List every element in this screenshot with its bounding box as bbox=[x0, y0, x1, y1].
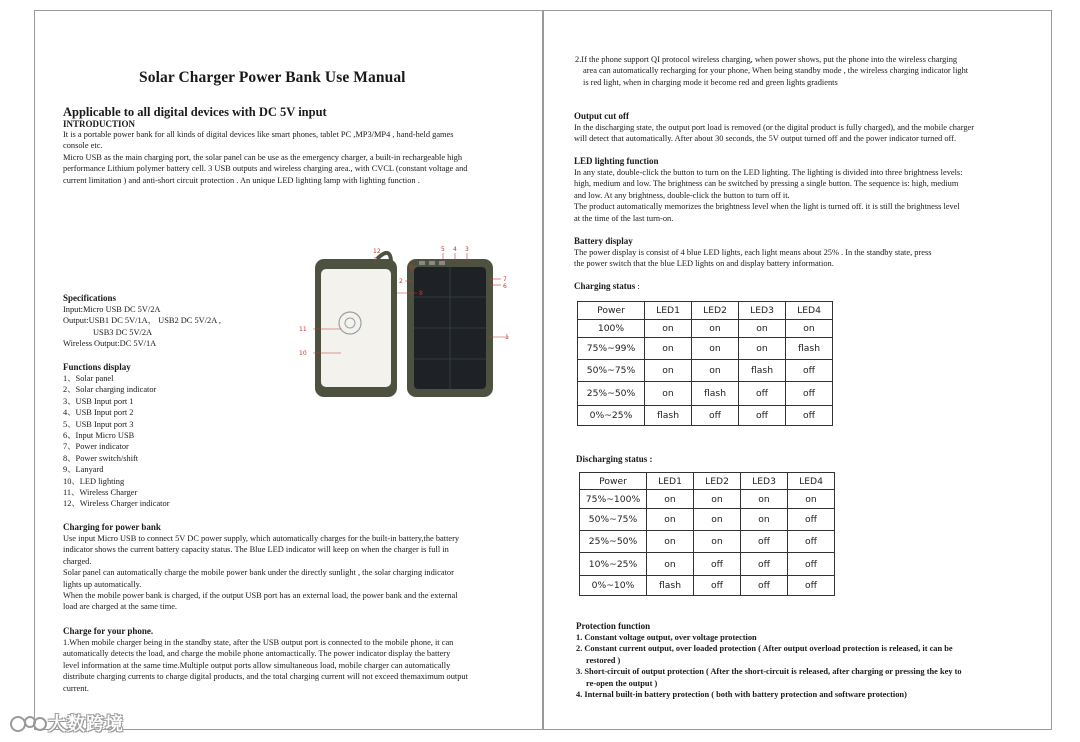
table-cell: 50%~75% bbox=[580, 509, 647, 531]
left-manual-page bbox=[34, 10, 543, 730]
output-cutoff-line: In the discharging state, the output port load is removed (or the digital product is fully charged), and the mobile charger bbox=[574, 123, 975, 132]
function-item: 3、USB Input port 1 bbox=[63, 396, 134, 406]
table-cell: on bbox=[647, 553, 694, 576]
table-cell: 75%~99% bbox=[578, 338, 645, 360]
table-cell: off bbox=[741, 553, 788, 576]
wireless-line: is red light, when in charging mode it become red and green lights gradients bbox=[583, 77, 838, 87]
protection-list bbox=[576, 632, 1036, 700]
charging-bank-text bbox=[63, 533, 533, 613]
usb-port-3 bbox=[439, 261, 445, 265]
led-line: In any state, double-click the button to turn on the LED lighting. The lighting is divided into three brightness levels: bbox=[574, 168, 963, 177]
table-cell: off bbox=[788, 509, 835, 531]
table-cell: off bbox=[694, 553, 741, 576]
table-cell: off bbox=[694, 576, 741, 596]
callout-4: 4 bbox=[453, 246, 457, 253]
charging-bank-line: Solar panel can automatically charge the mobile power bank under the directly sunlight , the solar charging indicator bbox=[63, 568, 454, 578]
intro-line: console etc. bbox=[63, 141, 103, 151]
function-item: 9、Lanyard bbox=[63, 465, 104, 475]
header-cell: LED3 bbox=[739, 302, 786, 320]
charging-bank-line: When the mobile power bank is charged, if the output USB port has an external load, the power bank and the external bbox=[63, 591, 458, 601]
table-row bbox=[580, 509, 835, 531]
charge-phone-heading: Charge for your phone. bbox=[63, 626, 154, 636]
table-cell: 25%~50% bbox=[580, 531, 647, 553]
table-cell: on bbox=[692, 338, 739, 360]
output-cutoff-heading: Output cut off bbox=[574, 111, 630, 121]
function-item: 12、Wireless Charger indicator bbox=[63, 499, 170, 509]
table-cell: on bbox=[645, 382, 692, 406]
intro-text bbox=[63, 129, 533, 186]
header-cell: Power bbox=[578, 302, 645, 320]
battery-text bbox=[574, 247, 1049, 270]
battery-heading: Battery display bbox=[574, 236, 633, 246]
charging-status-colon: : bbox=[635, 282, 640, 291]
charging-bank-line: lights up automatically. bbox=[63, 579, 142, 589]
function-item: 2、Solar charging indicator bbox=[63, 385, 157, 395]
table-row bbox=[580, 531, 835, 553]
table-cell: 0%~25% bbox=[578, 406, 645, 426]
intro-line: It is a portable power bank for all kinds of digital devices like smart phones, tablet PC ,MP3/MP4 , hand-held games bbox=[63, 130, 454, 139]
table-row bbox=[580, 553, 835, 576]
charge-phone-text bbox=[63, 637, 538, 694]
wireless-text bbox=[575, 54, 1045, 88]
table-row bbox=[580, 490, 835, 509]
table-header-row bbox=[580, 473, 835, 490]
charging-bank-line: Use input Micro USB to connect 5V DC power supply, which automatically charges for the built-in battery,the battery bbox=[63, 534, 460, 543]
manual-title: Solar Charger Power Bank Use Manual bbox=[139, 69, 406, 86]
header-cell: LED4 bbox=[786, 302, 833, 320]
usb-port-1 bbox=[419, 261, 425, 265]
specs-text bbox=[63, 304, 293, 350]
table-cell: on bbox=[647, 531, 694, 553]
callout-9: 9 bbox=[409, 264, 413, 271]
callout-1: 1 bbox=[505, 334, 509, 341]
table-cell: off bbox=[741, 531, 788, 553]
protection-item: 2. Constant current output, over loaded protection ( After output overload protection is released, it can be bbox=[576, 644, 953, 654]
protection-item: 4. Internal built-in battery protection ( both with battery protection and software protection) bbox=[576, 690, 907, 700]
wireless-line: area can automatically recharging for your phone, When being standby mode , the wireless charging indicator light bbox=[583, 66, 969, 76]
function-item: 4、USB Input port 2 bbox=[63, 408, 134, 418]
functions-heading: Functions display bbox=[63, 362, 131, 372]
intro-line: current limitation ) and anti-short circuit protection . An unique LED lighting lamp with lighting function . bbox=[63, 175, 420, 185]
table-cell: flash bbox=[786, 338, 833, 360]
function-item: 8、Power switch/shift bbox=[63, 453, 139, 463]
charge-phone-line: distribute charging currents to charge digital products, and the total charging current will not exceed themaximum output bbox=[63, 672, 468, 682]
table-row bbox=[580, 576, 835, 596]
watermark-text: 大数跨境 bbox=[48, 714, 124, 735]
header-cell: LED3 bbox=[741, 473, 788, 490]
led-heading: LED lighting function bbox=[574, 156, 659, 166]
header-cell: LED1 bbox=[645, 302, 692, 320]
table-cell: 50%~75% bbox=[578, 360, 645, 382]
callout-5: 5 bbox=[441, 246, 445, 253]
callout-11: 11 bbox=[299, 326, 307, 333]
header-cell: LED4 bbox=[788, 473, 835, 490]
discharging-status-table bbox=[579, 472, 835, 596]
table-cell: on bbox=[692, 320, 739, 338]
discharging-status-label: Discharging status : bbox=[576, 454, 653, 464]
subtitle: Applicable to all digital devices with DC 5V input bbox=[63, 105, 327, 119]
charge-phone-line: level information at the same time.Multiple output ports allow simultaneous load, mobile charger can automatically bbox=[63, 660, 451, 670]
table-cell: on bbox=[645, 338, 692, 360]
table-row bbox=[578, 320, 833, 338]
charge-phone-line: 1.When mobile charger being in the standby state, after the USB output port is connected to the mobile phone, it can bbox=[63, 638, 454, 647]
product-diagram bbox=[293, 241, 513, 411]
function-item: 6、Input Micro USB bbox=[63, 431, 135, 441]
protection-item: 1. Constant voltage output, over voltage protection bbox=[576, 633, 757, 642]
spec-line: Wireless Output:DC 5V/1A bbox=[63, 339, 157, 349]
callout-3: 3 bbox=[465, 246, 469, 253]
output-cutoff-line: will detect that automatically. After about 30 seconds, the 5V output turned off and the power indicator turned off. bbox=[574, 134, 957, 144]
table-cell: off bbox=[786, 406, 833, 426]
function-item: 1、Solar panel bbox=[63, 374, 114, 383]
table-cell: on bbox=[739, 338, 786, 360]
header-cell: LED2 bbox=[694, 473, 741, 490]
wireless-line: 2.If the phone support QI protocol wireless charging, when power shows, put the phone into the wireless charging bbox=[575, 55, 958, 64]
led-text bbox=[574, 167, 1049, 224]
table-cell: off bbox=[786, 360, 833, 382]
callout-10: 10 bbox=[299, 350, 307, 357]
table-cell: on bbox=[741, 509, 788, 531]
led-line: at the time of the last turn-on. bbox=[574, 213, 674, 223]
table-cell: flash bbox=[645, 406, 692, 426]
table-cell: off bbox=[788, 576, 835, 596]
functions-list bbox=[63, 373, 263, 510]
table-cell: flash bbox=[692, 382, 739, 406]
table-cell: on bbox=[786, 320, 833, 338]
charge-phone-line: automatically detects the load, and charge the mobile phone antomactically. The power indicator display the battery bbox=[63, 649, 451, 659]
callout-7: 7 bbox=[503, 276, 507, 283]
table-cell: on bbox=[647, 490, 694, 509]
charge-phone-line: current. bbox=[63, 683, 89, 693]
function-item: 7、Power indicator bbox=[63, 442, 129, 452]
table-cell: off bbox=[786, 382, 833, 406]
protection-item: 3. Short-circuit of output protection ( After the short-circuit is released, after charging or pressing the key to bbox=[576, 667, 962, 677]
table-cell: on bbox=[739, 320, 786, 338]
spec-line: USB3 DC 5V/2A bbox=[93, 327, 153, 337]
table-cell: off bbox=[739, 382, 786, 406]
output-cutoff-text bbox=[574, 122, 1049, 145]
charging-bank-line: indicator shows the current battery capacity status. The Blue LED indicator will keep on when the charger is full in bbox=[63, 545, 449, 555]
battery-line: The power display is consist of 4 blue LED lights, each light means about 25% . In the standby state, press bbox=[574, 248, 932, 257]
led-line: high, medium and low. The brightness can be switched by pressing a single button. The sequence is: high, medium bbox=[574, 179, 959, 189]
table-cell: 10%~25% bbox=[580, 553, 647, 576]
protection-item: restored ) bbox=[586, 655, 621, 665]
function-item: 5、USB Input port 3 bbox=[63, 419, 134, 429]
callout-6: 6 bbox=[503, 283, 507, 290]
table-cell: 100% bbox=[578, 320, 645, 338]
table-cell: off bbox=[788, 531, 835, 553]
protection-item: re-open the output ) bbox=[586, 678, 658, 688]
charging-status-label: Charging status bbox=[574, 281, 636, 291]
table-cell: off bbox=[692, 406, 739, 426]
led-line: The product automatically memorizes the brightness level when the light is turned off. it is still the brightness level bbox=[574, 202, 960, 212]
table-row bbox=[578, 338, 833, 360]
function-item: 11、Wireless Charger bbox=[63, 488, 138, 498]
table-row bbox=[578, 360, 833, 382]
table-cell: off bbox=[788, 553, 835, 576]
table-cell: on bbox=[694, 531, 741, 553]
led-line: and low. At any brightness, double-click the button to turn off it. bbox=[574, 190, 790, 200]
charging-bank-heading: Charging for power bank bbox=[63, 522, 161, 532]
table-cell: on bbox=[647, 509, 694, 531]
intro-heading: INTRODUCTION bbox=[63, 119, 136, 129]
table-cell: on bbox=[645, 320, 692, 338]
spec-line: Output:USB1 DC 5V/1A， USB2 DC 5V/2A , bbox=[63, 316, 221, 326]
table-cell: on bbox=[645, 360, 692, 382]
table-cell: flash bbox=[739, 360, 786, 382]
table-cell: on bbox=[692, 360, 739, 382]
intro-line: Micro USB as the main charging port, the solar panel can be use as the emergency charger, a built-in rechargeable high bbox=[63, 152, 463, 162]
table-cell: flash bbox=[647, 576, 694, 596]
device-front-face bbox=[321, 269, 391, 387]
table-row bbox=[578, 406, 833, 426]
watermark-logo-icon bbox=[8, 712, 52, 734]
table-row bbox=[578, 382, 833, 406]
intro-line: performance Lithium polymer battery cell. 3 USB outputs and wireless charging area., with CVCL (constant voltage and bbox=[63, 164, 468, 174]
table-cell: 25%~50% bbox=[578, 382, 645, 406]
callout-12: 12 bbox=[373, 248, 381, 255]
header-cell: Power bbox=[580, 473, 647, 490]
header-cell: LED1 bbox=[647, 473, 694, 490]
table-header-row bbox=[578, 302, 833, 320]
table-cell: on bbox=[741, 490, 788, 509]
charging-status-title bbox=[574, 281, 640, 292]
table-cell: 0%~10% bbox=[580, 576, 647, 596]
charging-bank-line: charged. bbox=[63, 556, 92, 566]
header-cell: LED2 bbox=[692, 302, 739, 320]
table-cell: 75%~100% bbox=[580, 490, 647, 509]
specs-heading: Specifications bbox=[63, 293, 116, 303]
table-cell: off bbox=[739, 406, 786, 426]
table-cell: off bbox=[741, 576, 788, 596]
table-cell: on bbox=[694, 490, 741, 509]
protection-heading: Protection function bbox=[576, 621, 651, 631]
usb-port-2 bbox=[429, 261, 435, 265]
callout-8: 8 bbox=[419, 290, 423, 297]
battery-line: the power switch that the blue LED lights on and display battery information. bbox=[574, 259, 834, 269]
table-cell: on bbox=[788, 490, 835, 509]
right-manual-page bbox=[543, 10, 1052, 730]
table-cell: on bbox=[694, 509, 741, 531]
function-item: 10、LED lighting bbox=[63, 476, 125, 486]
spec-line: Input:Micro USB DC 5V/2A bbox=[63, 305, 161, 314]
charging-status-table bbox=[577, 301, 833, 426]
callout-2: 2 bbox=[399, 278, 403, 285]
charging-bank-line: load are charged at the same time. bbox=[63, 602, 178, 612]
